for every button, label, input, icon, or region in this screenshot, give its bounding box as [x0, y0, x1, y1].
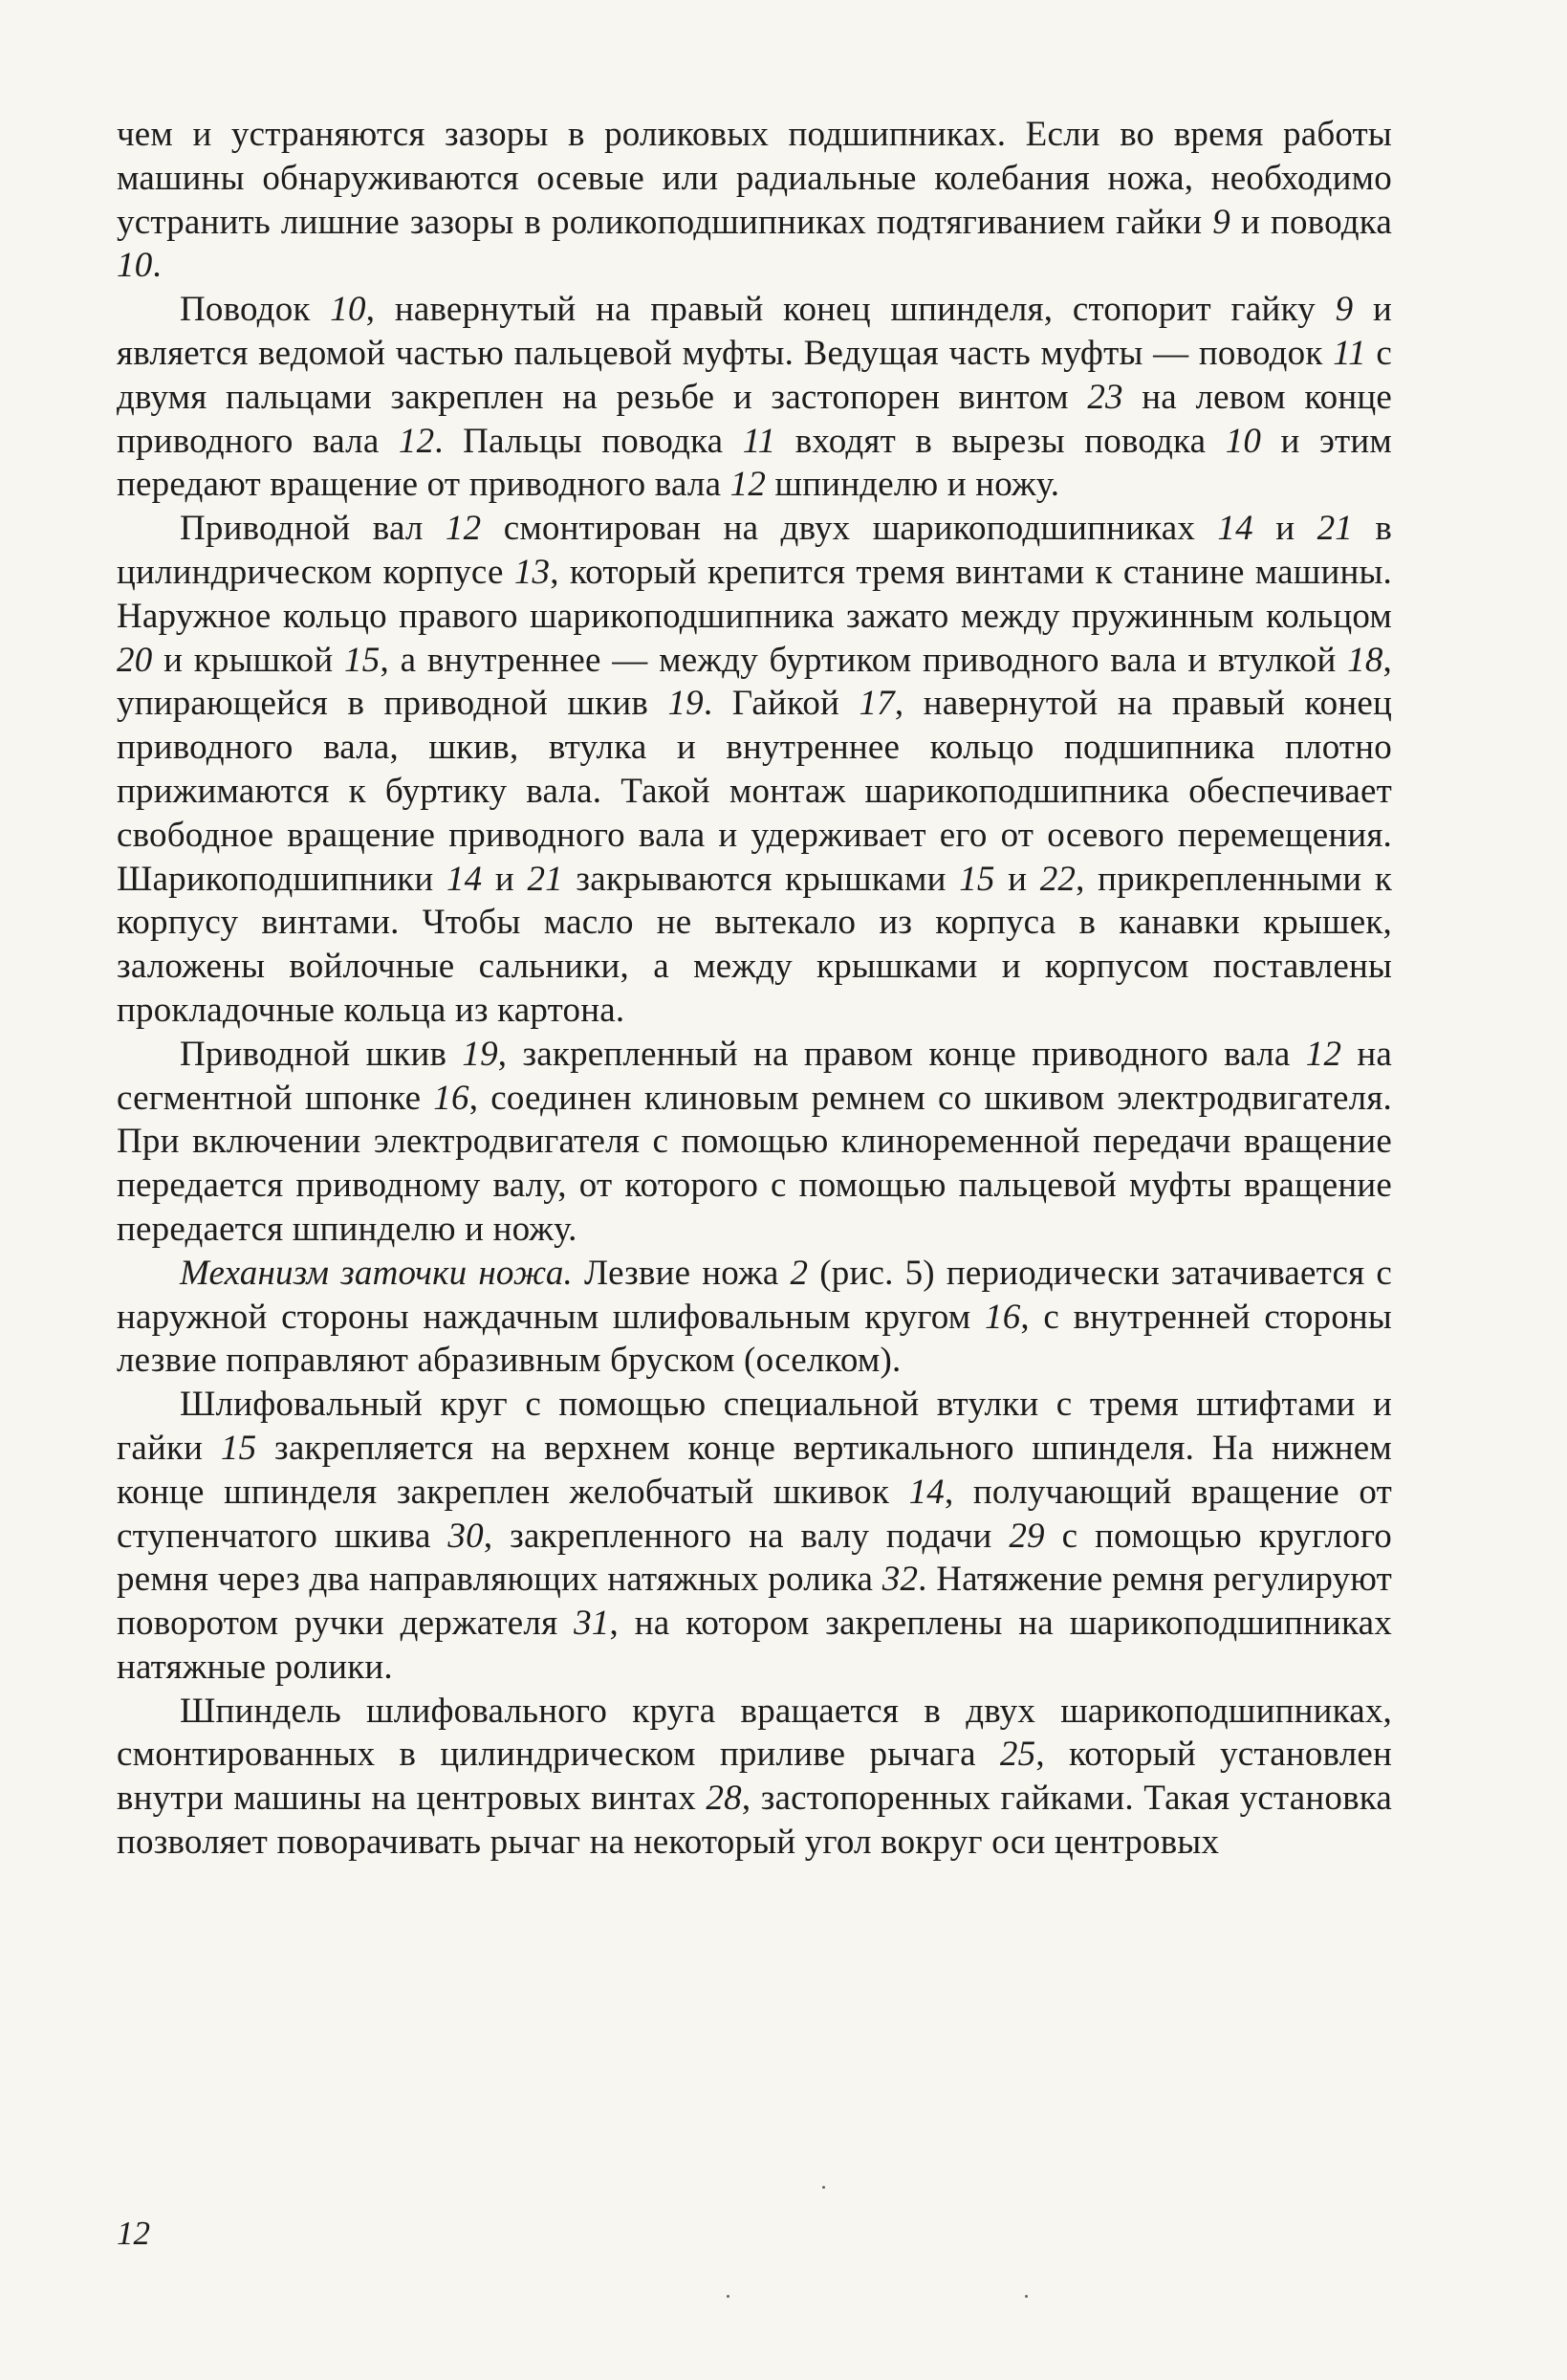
text-run: , который установлен внутри машины на центровых винтах — [117, 1735, 1392, 1819]
italic-reference: 10 — [117, 246, 153, 286]
print-speck — [822, 2186, 825, 2189]
text-run: Поводок — [180, 290, 331, 330]
italic-reference: 9 — [1212, 202, 1230, 242]
paragraph-p3 — [117, 507, 1392, 1033]
italic-reference: 12 — [398, 421, 435, 461]
text-run: и поводка — [1230, 202, 1392, 242]
text-run: Лезвие ножа — [573, 1253, 791, 1293]
italic-reference: 22 — [1039, 859, 1077, 899]
text-run: шпинделю и ножу. — [766, 465, 1060, 505]
italic-reference: 12 — [729, 465, 767, 505]
italic-reference: 19 — [667, 684, 704, 724]
italic-reference: 16 — [985, 1297, 1021, 1337]
italic-reference: 15 — [959, 859, 995, 899]
page-number: 12 — [117, 2215, 150, 2252]
text-run: , который крепится тремя винтами к станине машины. Наружное кольцо правого шарикоподшипника зажато между пружинным кольцом — [117, 552, 1392, 636]
italic-reference: 16 — [433, 1078, 469, 1118]
italic-reference: 9 — [1335, 290, 1354, 330]
italic-reference: 17 — [859, 684, 895, 724]
text-run: , навернутой на правый конец приводного вала, шкив, втулка и внутреннее кольцо подшипника плотно прижимаются к буртику вала. Такой монтаж шарикоподшипника обеспечивает свободное вращение приводного вала и удерживает его от осевого перемещения. Шарикоподшипники — [117, 684, 1393, 899]
text-run: , закрепленный на правом конце приводного вала — [497, 1034, 1306, 1074]
text-run: и — [1252, 509, 1317, 549]
text-run: с двумя пальцами закреплен на резьбе и застопорен винтом — [117, 333, 1392, 417]
italic-reference: Механизм заточки ножа. — [180, 1253, 573, 1293]
paragraph-p5 — [117, 1252, 1392, 1383]
text-run: и — [994, 859, 1040, 899]
italic-reference: 23 — [1087, 377, 1123, 417]
italic-reference: 13 — [513, 552, 551, 592]
italic-reference: 11 — [1333, 333, 1366, 373]
text-run: , прикрепленными к корпусу винтами. Чтобы масло не вытекало из корпуса в канавки крышек, заложены войлочные сальники, а между крышками и корпусом поставлены прокладочные кольца из картона. — [117, 859, 1392, 1030]
italic-reference: 31 — [574, 1604, 610, 1644]
text-run: , застопоренных гайками. Такая установка позволяет поворачивать рычаг на некоторый угол вокруг оси центровых — [117, 1779, 1393, 1863]
italic-reference: 12 — [445, 509, 482, 549]
text-run: (рис. 5) периодически затачивается с наружной стороны наждачным шлифовальным кругом — [117, 1253, 1392, 1337]
text-run: на левом конце приводного вала — [117, 377, 1392, 461]
text-run: , закрепленного на валу подачи — [483, 1516, 1010, 1556]
italic-reference: 32 — [881, 1560, 919, 1600]
body-text — [117, 113, 1392, 1865]
italic-reference: 29 — [1009, 1516, 1045, 1556]
italic-reference: 14 — [446, 859, 483, 899]
italic-reference: 15 — [344, 640, 381, 680]
text-run: , получающий вращение от ступенчатого шкива — [117, 1472, 1392, 1556]
italic-reference: 15 — [220, 1428, 257, 1468]
italic-reference: 20 — [117, 640, 153, 680]
text-run: , на котором закреплены на шарикоподшипниках натяжные ролики. — [117, 1604, 1393, 1687]
italic-reference: 10 — [1225, 421, 1262, 461]
text-run: с помощью круглого ремня через два направляющих натяжных ролика — [117, 1516, 1392, 1600]
paragraph-p7 — [117, 1690, 1392, 1865]
text-run: и этим передают вращение от приводного вала — [117, 421, 1393, 505]
italic-reference: 14 — [1217, 509, 1253, 549]
print-speck — [1025, 2295, 1028, 2298]
text-run: Приводной шкив — [180, 1034, 463, 1074]
paragraph-p2 — [117, 288, 1392, 507]
text-run: . — [152, 246, 162, 286]
text-run: Шпиндель шлифовального круга вращается в двух шарикоподшипниках, смонтированных в цилиндрическом приливе рычага — [117, 1691, 1392, 1775]
italic-reference: 28 — [706, 1779, 742, 1819]
text-run: Шлифовальный круг с помощью специальной втулки с тремя штифтами и гайки — [117, 1385, 1392, 1468]
text-run: в цилиндрическом корпусе — [117, 509, 1393, 592]
italic-reference: 19 — [462, 1034, 498, 1074]
text-run: , а внутреннее — между буртиком приводного вала и втулкой — [380, 640, 1348, 680]
text-run: , навернутый на правый конец шпинделя, стопорит гайку — [365, 290, 1336, 330]
text-run: Приводной вал — [180, 509, 446, 549]
italic-reference: 2 — [790, 1253, 809, 1293]
text-run: и является ведомой частью пальцевой муфты. Ведущая часть муфты — поводок — [117, 290, 1392, 373]
italic-reference: 30 — [447, 1516, 484, 1556]
italic-reference: 21 — [1317, 509, 1353, 549]
print-speck — [727, 2295, 729, 2298]
italic-reference: 10 — [330, 290, 366, 330]
italic-reference: 11 — [742, 421, 776, 461]
text-run: закрепляется на верхнем конце вертикального шпинделя. На нижнем конце шпинделя закреплен желобчатый шкивок — [117, 1428, 1392, 1512]
text-run: . Гайкой — [703, 684, 860, 724]
text-run: , упирающейся в приводной шкив — [117, 640, 1392, 724]
text-run: и — [482, 859, 528, 899]
text-run: смонтирован на двух шарикоподшипниках — [481, 509, 1218, 549]
text-run: , соединен клиновым ремнем со шкивом электродвигателя. При включении электродвигателя с помощью клиноременной передачи вращение передается приводному валу, от которого с помощью пальцевой муфты вращение передается шпинделю и ножу. — [117, 1078, 1392, 1249]
text-run: , с внутренней стороны лезвие поправляют абразивным бруском (оселком). — [117, 1297, 1392, 1381]
paragraph-p6 — [117, 1383, 1392, 1690]
italic-reference: 18 — [1347, 640, 1383, 680]
text-run: входят в вырезы поводка — [775, 421, 1226, 461]
text-run: . Пальцы поводка — [434, 421, 743, 461]
paragraph-p1 — [117, 113, 1392, 288]
text-run: и крышкой — [152, 640, 345, 680]
paragraph-p4 — [117, 1033, 1392, 1252]
italic-reference: 25 — [999, 1735, 1036, 1775]
italic-reference: 14 — [908, 1472, 945, 1512]
italic-reference: 21 — [527, 859, 563, 899]
text-run: на сегментной шпонке — [117, 1034, 1393, 1118]
text-run: . Натяжение ремня регулируют поворотом ручки держателя — [117, 1560, 1392, 1644]
text-run: закрываются крышками — [562, 859, 960, 899]
italic-reference: 12 — [1305, 1034, 1342, 1074]
text-run: чем и устраняются зазоры в роликовых подшипниках. Если во время работы машины обнаруживаются осевые или радиальные колебания ножа, необходимо устранить лишние зазоры в роликоподшипниках подтягиванием гайки — [117, 115, 1392, 242]
